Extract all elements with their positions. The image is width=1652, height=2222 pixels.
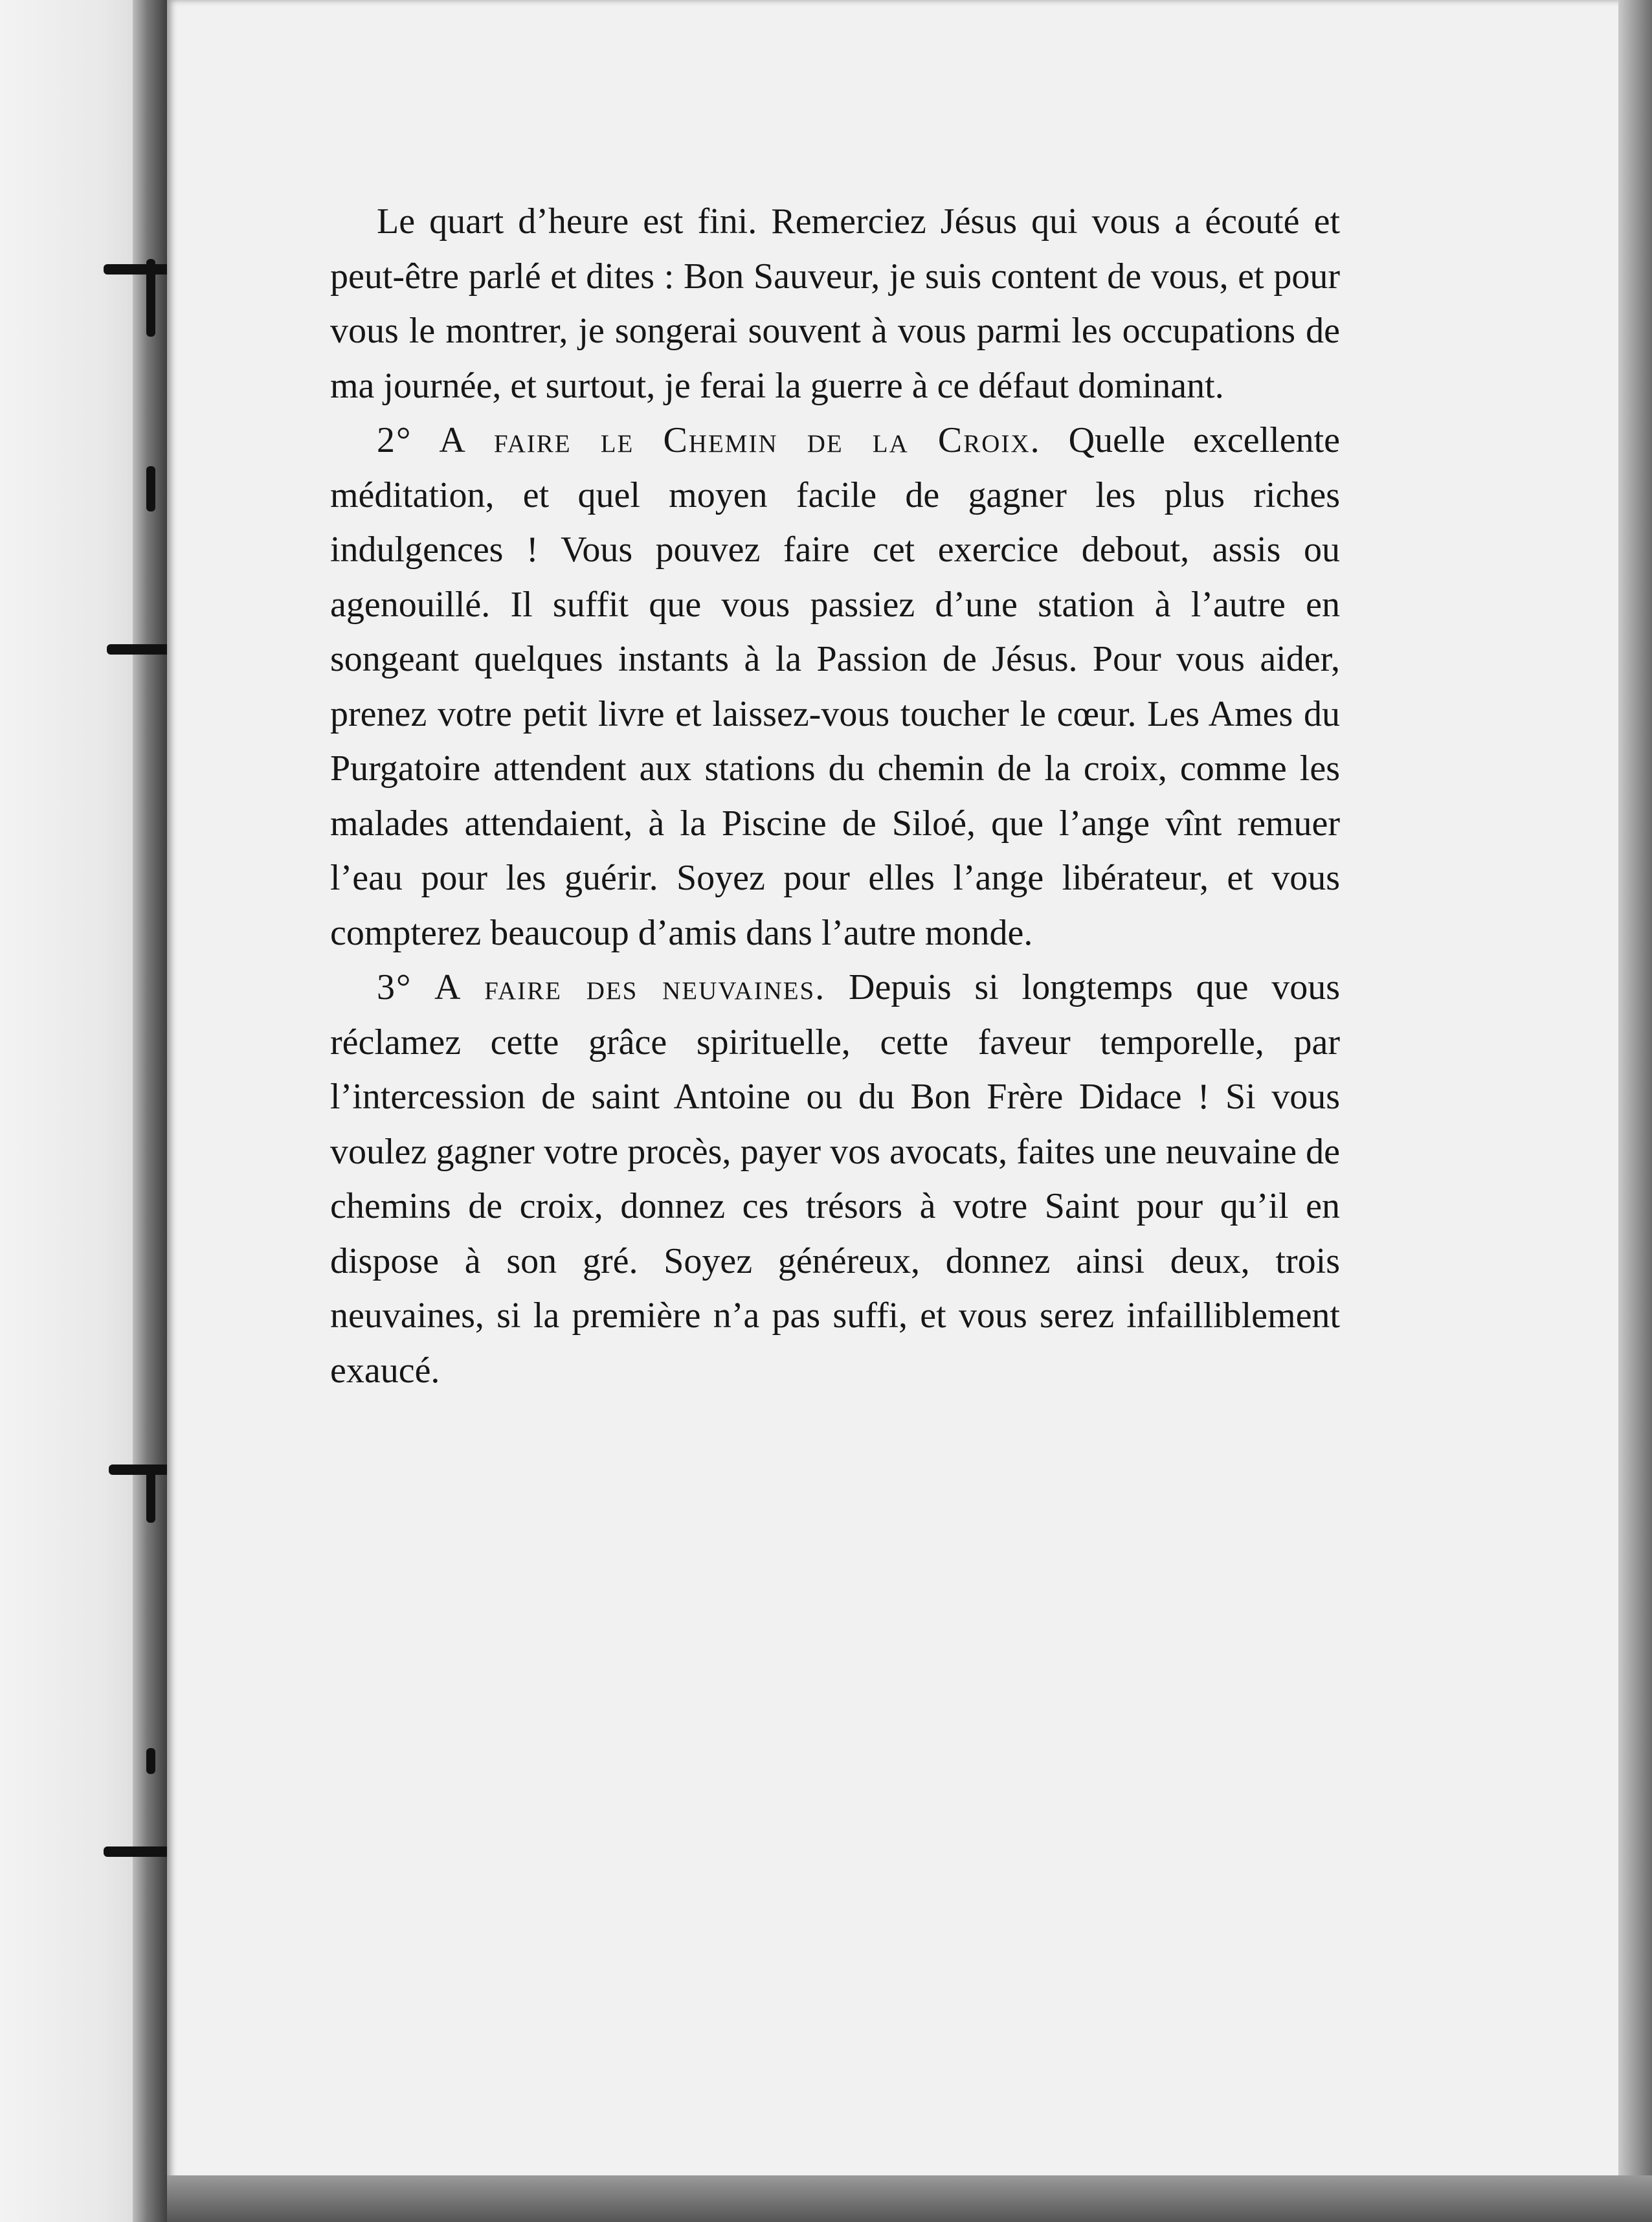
page-edge-shadow bbox=[1618, 0, 1652, 2222]
paragraph-heading: 2° A faire le Chemin de la Croix. bbox=[377, 420, 1041, 460]
body-text bbox=[330, 194, 1340, 1398]
binding-stitch bbox=[146, 259, 155, 337]
paragraph-text: Quelle excellente méditation, et quel moyen facile de gagner les plus riches indulgences ! Vous pouvez faire cet exercice debout, assis ou agenouillé. Il suffit que vous passiez d’une station à l’autre en songeant quelques instants à la Passion de Jésus. Pour vous aider, prenez votre petit livre et laissez-vous toucher le cœur. Les Ames du Purgatoire attendent aux stations du chemin de la croix, comme les malades attendaient, à la Piscine de Siloé, que l’ange vînt remuer l’eau pour les guérir. Soyez pour elles l’ange libérateur, et vous compterez beaucoup d’amis dans l’autre monde. bbox=[330, 420, 1340, 953]
paragraph-text: Le quart d’heure est fini. Remerciez Jésus qui vous a écouté et peut-être parlé et dites : Bon Sauveur, je suis content de vous, et pour vous le montrer, je songerai souvent à vous parmi les occupations de ma journée, et surtout, je ferai la guerre à ce défaut dominant. bbox=[330, 201, 1340, 406]
binding-stitch bbox=[146, 1464, 155, 1523]
paragraph-2 bbox=[330, 413, 1340, 960]
paragraph-3 bbox=[330, 960, 1340, 1398]
paragraph-heading: 3° A faire des neuvaines. bbox=[377, 967, 826, 1007]
binding-stitch bbox=[146, 466, 155, 511]
page-edge-shadow bbox=[167, 2175, 1652, 2222]
paragraph-text: Depuis si longtemps que vous réclamez cette grâce spirituelle, cette faveur temporelle, par l’intercession de saint Antoine ou du Bon Frère Didace ! Si vous voulez gagner votre procès, payer vos avocats, faites une neuvaine de chemins de croix, donnez ces trésors à votre Saint pour qu’il en dispose à son gré. Soyez généreux, donnez ainsi deux, trois neuvaines, si la première n’a pas suffi, et vous serez infailliblement exaucé. bbox=[330, 967, 1340, 1391]
paragraph-1 bbox=[330, 194, 1340, 413]
binding-stitch bbox=[146, 1748, 155, 1774]
